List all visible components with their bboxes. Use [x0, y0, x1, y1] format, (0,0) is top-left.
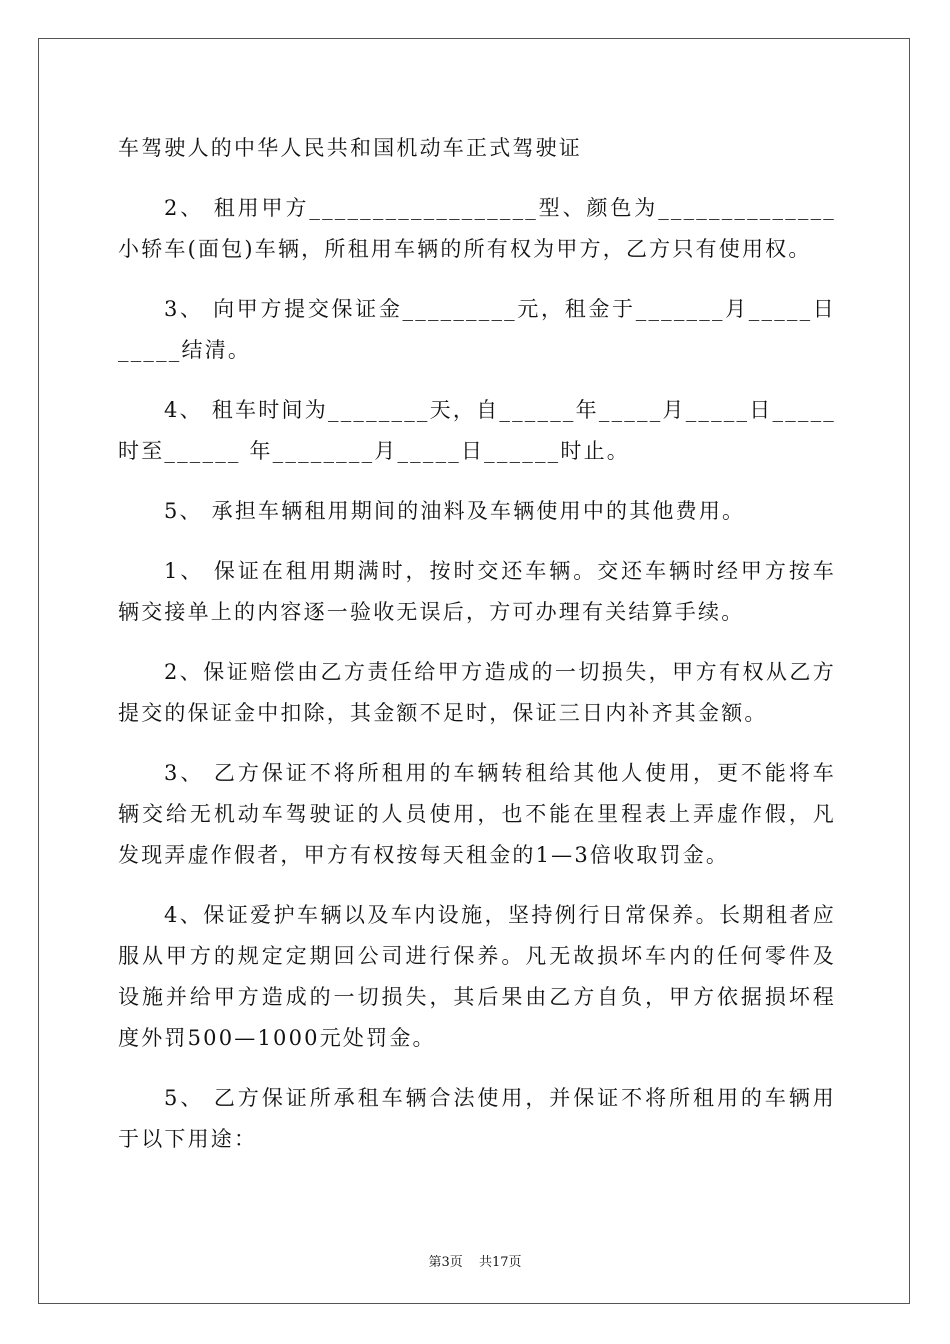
page-footer — [0, 1251, 950, 1270]
paragraph-clause: 2、保证赔偿由乙方责任给甲方造成的一切损失，甲方有权从乙方提交的保证金中扣除，其金额不足时，保证三日内补齐其金额。 — [118, 660, 836, 725]
paragraph-clause: 3、 乙方保证不将所租用的车辆转租给其他人使用，更不能将车辆交给无机动车驾驶证的人员使用，也不能在里程表上弄虚作假，凡发现弄虚作假者，甲方有权按每天租金的1—3倍收取罚金。 — [118, 761, 836, 867]
paragraph-continuation: 车驾驶人的中华人民共和国机动车正式驾驶证 — [118, 136, 582, 160]
paragraph-clause: 1、 保证在租用期满时，按时交还车辆。交还车辆时经甲方按车辆交接单上的内容逐一验收无误后，方可办理有关结算手续。 — [118, 559, 836, 624]
paragraph-clause: 4、保证爱护车辆以及车内设施，坚持例行日常保养。长期租者应服从甲方的规定定期回公司进行保养。凡无故损坏车内的任何零件及设施并给甲方造成的一切损失，其后果由乙方自负，甲方依据损坏程度外罚500—1000元处罚金。 — [118, 903, 836, 1050]
page-number: 第3页 — [428, 1255, 463, 1270]
page-total: 共17页 — [478, 1255, 522, 1270]
paragraph-clause: 3、 向甲方提交保证金_________元，租金于_______月_____日_____结清。 — [118, 297, 836, 362]
paragraph-clause: 2、 租用甲方__________________型、颜色为______________小轿车(面包)车辆，所租用车辆的所有权为甲方，乙方只有使用权。 — [118, 196, 836, 261]
paragraph-clause: 4、 租车时间为________天，自______年_____月_____日_____时至______ 年________月_____日______时止。 — [118, 398, 836, 463]
paragraph-clause: 5、 承担车辆租用期间的油料及车辆使用中的其他费用。 — [164, 499, 746, 523]
document-body — [118, 128, 836, 1179]
paragraph-clause: 5、 乙方保证所承租车辆合法使用，并保证不将所租用的车辆用于以下用途： — [118, 1086, 836, 1151]
